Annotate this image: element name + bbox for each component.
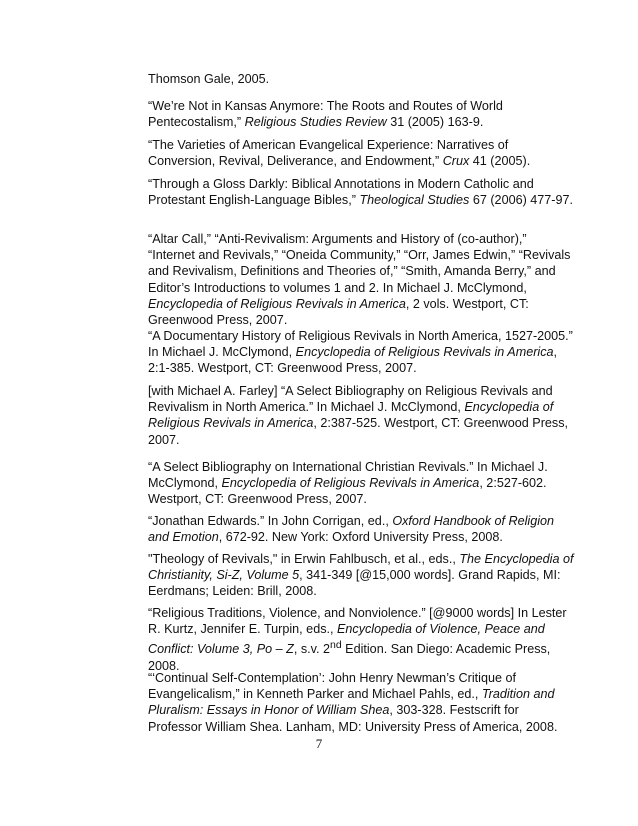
- entry-text: “A Documentary History of Religious Revivals in North America, 1527-2005.” In Michael J. McClymond,: [148, 329, 573, 360]
- entry-text: , 672-92. New York: Oxford University Press, 2008.: [218, 530, 503, 545]
- bibliography-entry: [148, 98, 576, 130]
- entry-text: “Jonathan Edwards.” In John Corrigan, ed.,: [148, 514, 393, 528]
- entry-text: , 2 vols. Westport, CT: Greenwood Press, 2007.: [148, 296, 529, 328]
- italic-title: Tradition and Pluralism: Essays in Honor of William Shea: [148, 687, 555, 718]
- bibliography-entry: [148, 513, 576, 545]
- italic-title: Encyclopedia of Religious Revivals in America: [148, 296, 406, 311]
- entry-text: Edition. San Diego: Academic Press, 2008.: [148, 642, 551, 673]
- italic-title: Theological Studies: [359, 193, 470, 208]
- entry-text: “The Varieties of American Evangelical Experience: Narratives of Conversion, Revival, Deliverance, and Endowment,”: [148, 138, 509, 169]
- bibliography-entry: [148, 551, 576, 600]
- bibliography-entry: [148, 137, 576, 169]
- superscript: nd: [330, 639, 342, 652]
- page-number: 7: [315, 736, 323, 751]
- entry-text: “‘Continual Self-Contemplation’: John Henry Newman’s Critique of Evangelicalism,” in Kenneth Parker and Michael Pahls, ed.,: [148, 671, 516, 702]
- italic-title: Encyclopedia of Religious Revivals in America: [221, 476, 480, 491]
- entry-text: “A Select Bibliography on International Christian Revivals.” In Michael J. McClymond,: [148, 460, 548, 491]
- bibliography-entry: [148, 71, 576, 87]
- bibliography-entry: [148, 176, 576, 208]
- entry-text: , 2:1-385. Westport, CT: Greenwood Press, 2007.: [148, 345, 557, 376]
- italic-title: Encyclopedia of Religious Revivals in America: [148, 400, 554, 431]
- entry-text: "Theology of Revivals," in Erwin Fahlbusch, et al., eds.,: [148, 552, 460, 566]
- entry-text: Thomson Gale, 2005.: [148, 72, 270, 86]
- entry-text: 41 (2005).: [469, 154, 531, 169]
- entry-text: “Altar Call,” “Anti-Revivalism: Arguments and History of (co-author),” “Internet and Revivals,” “Oneida Community,” “Orr, James Edwin,” “Revivals and Revivalism, Definitions and Theories of,” “Smith, Amanda Berry,” and Editor’s Introductions to volumes 1 and 2. In Michael J. McClymond,: [148, 232, 571, 295]
- bibliography-entry: [148, 383, 576, 448]
- entry-text: 31 (2005) 163-9.: [386, 115, 484, 130]
- entry-text: , 341-349 [@15,000 words]. Grand Rapids, MI: Eerdmans; Leiden: Brill, 2008.: [148, 568, 561, 599]
- italic-title: Encyclopedia of Violence, Peace and Conflict: Volume 3, Po – Z: [148, 622, 545, 657]
- entry-text: 67 (2006) 477-97.: [469, 193, 573, 208]
- entry-text: “Through a Gloss Darkly: Biblical Annotations in Modern Catholic and Protestant English-Language Bibles,”: [148, 177, 534, 208]
- italic-title: Religious Studies Review: [244, 115, 387, 130]
- italic-title: Oxford Handbook of Religion and Emotion: [148, 514, 555, 545]
- italic-title: Encyclopedia of Religious Revivals in America: [295, 345, 554, 360]
- bibliography-entry: [148, 231, 576, 328]
- entry-text: “Religious Traditions, Violence, and Nonviolence.” [@9000 words] In Lester R. Kurtz, Jennifer E. Turpin, eds.,: [148, 606, 567, 637]
- bibliography-entry: [148, 459, 576, 508]
- entry-text: , 2:527-602. Westport, CT: Greenwood Press, 2007.: [148, 476, 547, 507]
- entry-text: , 2:387-525. Westport, CT: Greenwood Press, 2007.: [148, 416, 568, 447]
- entry-text: , 303-328. Festscrift for Professor William Shea. Lanham, MD: University Press of America, 2008.: [148, 703, 558, 734]
- bibliography-entry: [148, 605, 576, 674]
- entry-text: “We’re Not in Kansas Anymore: The Roots and Routes of World Pentecostalism,”: [148, 99, 503, 130]
- bibliography-entry: [148, 670, 576, 735]
- entry-text: , s.v. 2: [293, 642, 330, 657]
- bibliography-entry: [148, 328, 576, 377]
- entry-text: [with Michael A. Farley] “A Select Bibliography on Religious Revivals and Revivalism in North America.” In Michael J. McClymond,: [148, 384, 553, 415]
- italic-title: Crux: [442, 154, 470, 169]
- italic-title: The Encyclopedia of Christianity, Si-Z, Volume 5: [148, 552, 574, 583]
